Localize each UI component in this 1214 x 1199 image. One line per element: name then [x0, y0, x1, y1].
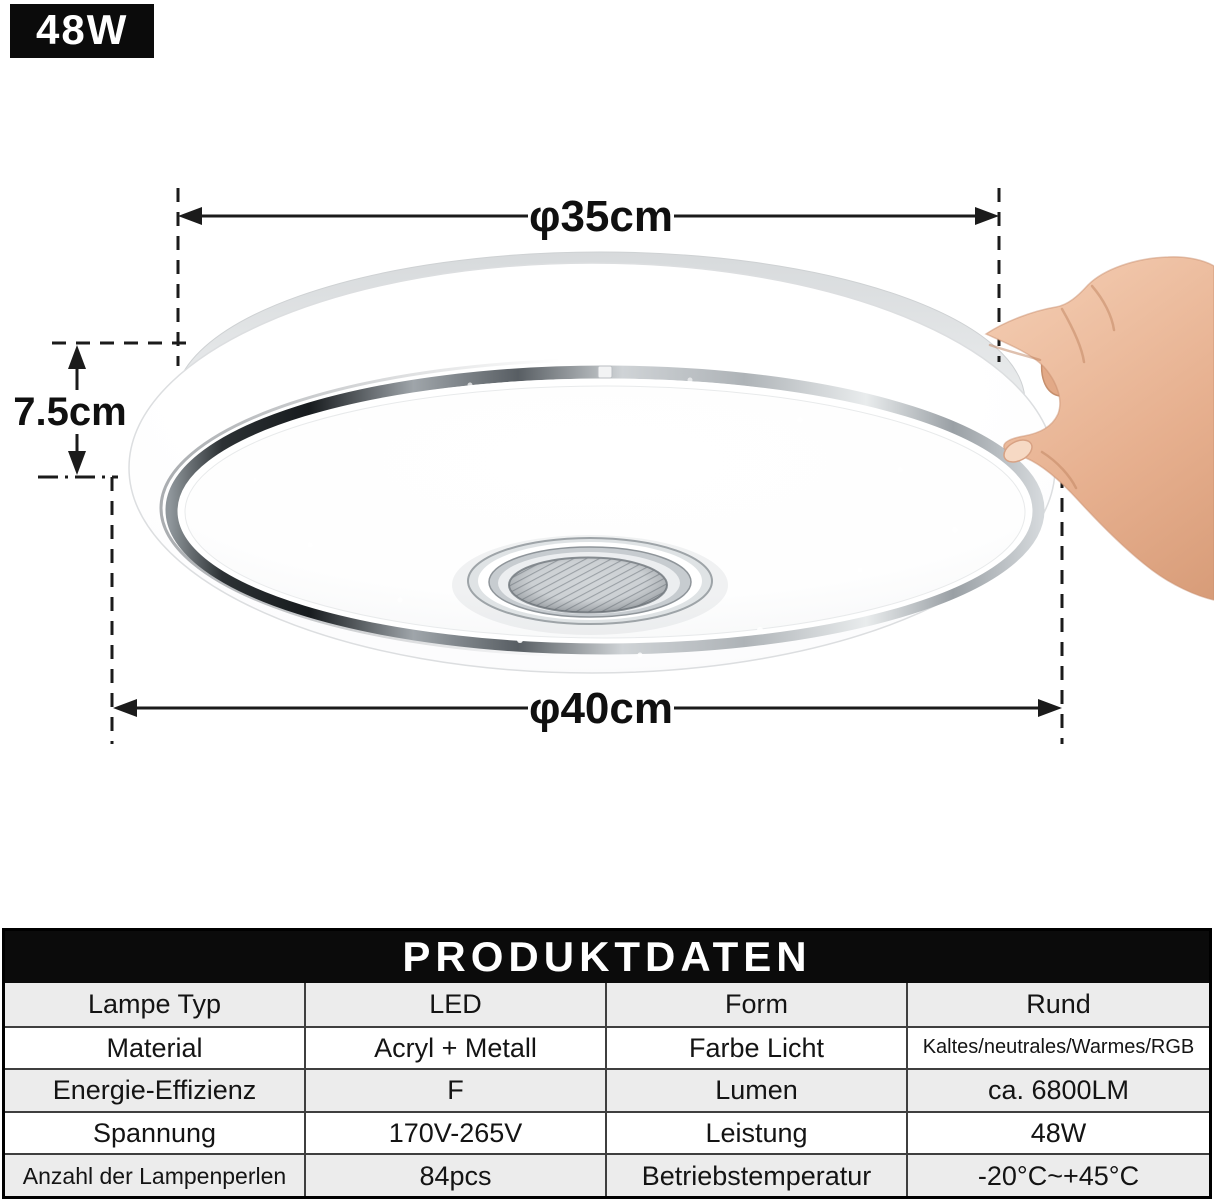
table-title: PRODUKTDATEN	[5, 931, 1209, 983]
bottom-diameter-label: φ40cm	[528, 684, 674, 733]
table-cell: Lampe Typ	[5, 983, 306, 1026]
table-cell: -20°C~+45°C	[908, 1153, 1209, 1196]
table-cell: Acryl + Metall	[306, 1026, 607, 1069]
speaker-grille	[452, 535, 728, 635]
table-cell: ca. 6800LM	[908, 1068, 1209, 1111]
arrowhead-right	[1038, 699, 1062, 717]
table-cell: Betriebstemperatur	[607, 1153, 908, 1196]
wattage-badge	[10, 4, 154, 58]
table-cell: Leistung	[607, 1111, 908, 1154]
wattage-badge-label: 48W	[36, 6, 129, 53]
top-diameter-label: φ35cm	[528, 192, 674, 241]
chrome-ring-seam	[598, 366, 612, 378]
arrowhead-left	[113, 699, 137, 717]
table-cell: LED	[306, 983, 607, 1026]
table-cell: Form	[607, 983, 908, 1026]
table-cell: Energie-Effizienz	[5, 1068, 306, 1111]
table-cell: F	[306, 1068, 607, 1111]
product-table	[2, 928, 1212, 1199]
arrowhead-right	[975, 207, 999, 225]
table-cell: Material	[5, 1026, 306, 1069]
table-cell: Kaltes/neutrales/Warmes/RGB	[908, 1026, 1209, 1069]
table-cell: 48W	[908, 1111, 1209, 1154]
table-cell: Lumen	[607, 1068, 908, 1111]
table-cell: Rund	[908, 983, 1209, 1026]
table-cell: Farbe Licht	[607, 1026, 908, 1069]
arrowhead-up	[68, 345, 86, 369]
table-cell: 84pcs	[306, 1153, 607, 1196]
table-cell: Spannung	[5, 1111, 306, 1154]
arrowhead-down	[68, 451, 86, 475]
table-cell: Anzahl der Lampenperlen	[5, 1153, 306, 1196]
table-cell: 170V-265V	[306, 1111, 607, 1154]
arrowhead-left	[178, 207, 202, 225]
height-label: 7.5cm	[13, 390, 127, 434]
table-grid	[5, 983, 1209, 1196]
